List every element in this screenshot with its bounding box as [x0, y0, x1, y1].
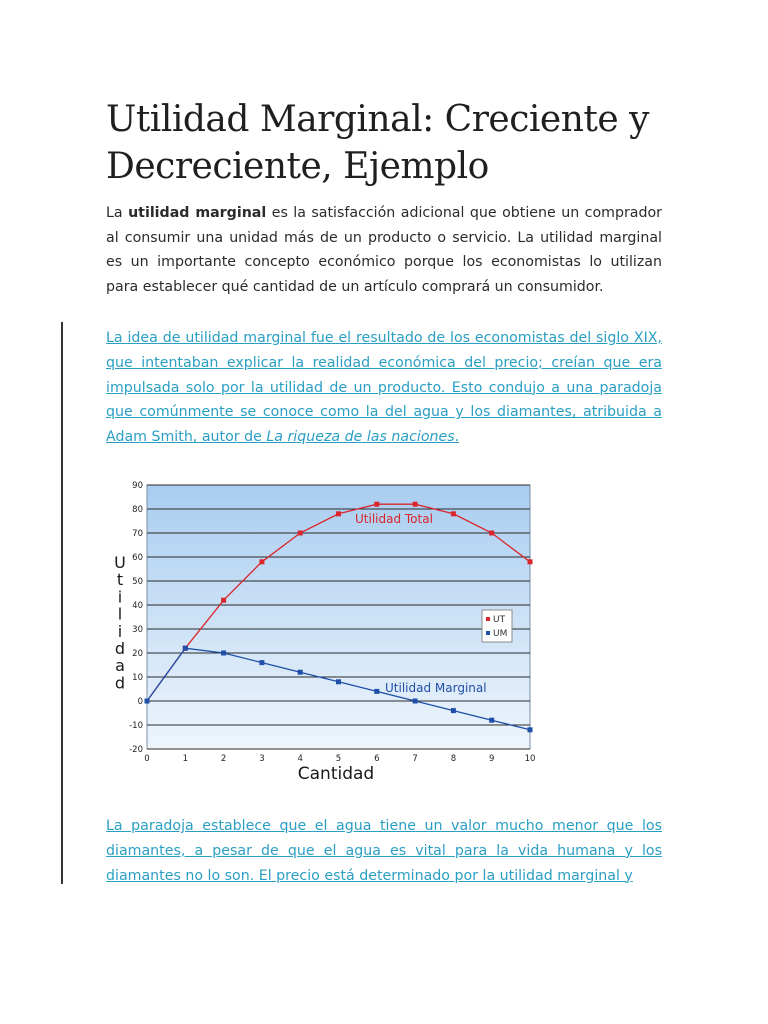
book-title: La riqueza de las naciones — [266, 429, 455, 446]
y-tick-label: -20 — [129, 745, 143, 755]
y-axis-title-letter: t — [116, 570, 124, 590]
legend-um-label: UM — [493, 629, 508, 639]
x-tick-label: 4 — [297, 754, 303, 764]
data-point-um — [451, 708, 456, 713]
data-point-um — [183, 646, 188, 651]
ut-series-label: Utilidad Total — [355, 512, 433, 526]
y-tick-label: 40 — [132, 601, 143, 611]
data-point-um — [528, 727, 533, 732]
x-tick-label: 8 — [450, 754, 457, 764]
y-tick-label: 60 — [132, 553, 143, 563]
intro-text-rest: es la satisfacción adicional que obtiene un comprador al consumir una unidad más de un producto o servicio. La utilidad marginal es un importante concepto económico porque los economistas lo utilizan para establecer qué cantidad de un artículo comprará un consumidor. — [106, 205, 663, 295]
y-tick-label: -10 — [129, 721, 143, 731]
y-axis-title-letter: i — [117, 587, 123, 607]
y-axis-title-letter: a — [115, 656, 125, 676]
utility-chart — [106, 470, 546, 790]
intro-bold-term: utilidad marginal — [128, 205, 267, 221]
legend-ut-marker — [486, 617, 490, 621]
data-point-um — [221, 651, 226, 656]
data-point-um — [413, 699, 418, 704]
legend-um-marker — [486, 631, 490, 635]
y-axis-title-letter: d — [114, 673, 126, 693]
data-point-ut — [528, 559, 533, 564]
x-tick-label: 2 — [220, 754, 227, 764]
data-point-ut — [221, 598, 226, 603]
idea-paragraph-text: La idea de utilidad marginal fue el resultado de los economistas del siglo XIX, que intentaban explicar la realidad económica del precio; creían que era impulsada solo por la utilidad de un producto. Esto condujo a una paradoja que comúnmente se conoce como la del agua y los diamantes, atribuida a Adam Smith, autor de — [106, 330, 662, 446]
legend-ut-label: UT — [493, 615, 506, 625]
x-tick-label: 7 — [412, 754, 418, 764]
y-tick-label: 10 — [132, 673, 143, 683]
intro-text-start: La — [106, 205, 129, 221]
data-point-ut — [489, 531, 494, 536]
y-axis-title-letter: l — [117, 604, 123, 624]
x-tick-label: 5 — [335, 754, 342, 764]
y-axis-title-letter: d — [114, 639, 126, 658]
y-tick-label: 80 — [132, 505, 143, 515]
x-tick-label: 6 — [374, 754, 380, 764]
idea-paragraph-link[interactable] — [106, 326, 662, 450]
plot-area — [147, 485, 530, 749]
y-axis-title — [114, 553, 126, 692]
data-point-um — [259, 660, 264, 665]
intro-paragraph — [106, 201, 662, 299]
data-point-um — [374, 689, 379, 694]
data-point-um — [298, 670, 303, 675]
data-point-ut — [336, 511, 341, 516]
y-tick-label: 0 — [137, 697, 143, 707]
x-tick-label: 1 — [182, 754, 189, 764]
x-tick-label: 3 — [259, 754, 265, 764]
data-point-ut — [374, 502, 379, 507]
data-point-ut — [259, 559, 264, 564]
y-tick-label: 90 — [132, 481, 143, 491]
data-point-ut — [451, 511, 456, 516]
x-tick-label: 10 — [524, 754, 536, 764]
y-axis-title-letter: U — [114, 553, 126, 572]
data-point-um — [336, 679, 341, 684]
data-point-um — [145, 699, 150, 704]
y-tick-label: 70 — [132, 529, 143, 539]
idea-paragraph-end: . — [454, 429, 460, 446]
y-tick-label: 50 — [132, 577, 143, 587]
x-tick-label: 0 — [144, 754, 150, 764]
data-point-ut — [298, 531, 303, 536]
data-point-ut — [413, 502, 418, 507]
data-point-um — [489, 718, 494, 723]
y-axis-title-letter: i — [117, 621, 123, 641]
article-title: Utilidad Marginal: Creciente y Decreciente, Ejemplo — [106, 99, 649, 187]
legend — [482, 610, 512, 642]
quote-side-bar — [61, 322, 63, 884]
x-tick-label: 9 — [488, 754, 495, 764]
y-tick-label: 30 — [132, 625, 143, 635]
x-axis-title: Cantidad — [297, 764, 375, 784]
paradoja-paragraph-link[interactable]: La paradoja establece que el agua tiene un valor mucho menor que los diamantes, a pesar de que el agua es vital para la vida humana y los diamantes no lo son. El precio está determinado por la utilidad marginal y — [106, 818, 662, 884]
y-tick-label: 20 — [132, 649, 143, 659]
um-series-label: Utilidad Marginal — [385, 681, 487, 695]
